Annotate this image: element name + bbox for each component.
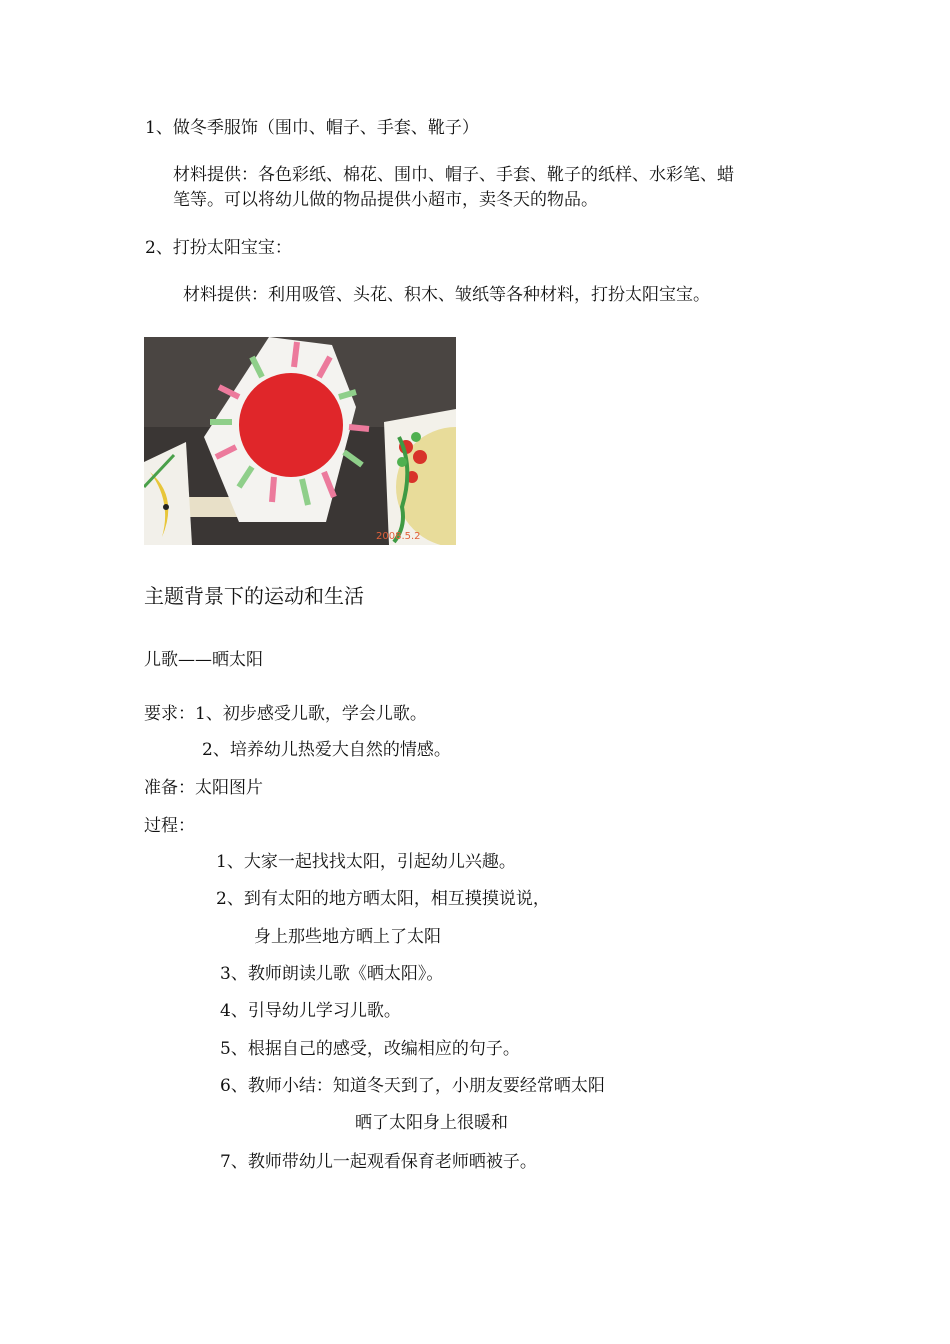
item1-material-line1: 材料提供：各色彩纸、棉花、围巾、帽子、手套、靴子的纸样、水彩笔、蜡 [173, 165, 734, 185]
process-step-continuation: 晒了太阳身上很暖和 [355, 1113, 508, 1133]
item1-title: 1、做冬季服饰（围巾、帽子、手套、靴子） [145, 118, 479, 138]
section-heading: 主题背景下的运动和生活 [144, 584, 364, 608]
process-step: 7、教师带幼儿一起观看保育老师晒被子。 [220, 1152, 537, 1172]
item2-title: 2、打扮太阳宝宝： [145, 238, 292, 258]
process-step: 2、到有太阳的地方晒太阳，相互摸摸说说， [216, 889, 550, 909]
item2-material: 材料提供：利用吸管、头花、积木、皱纸等各种材料，打扮太阳宝宝。 [183, 285, 710, 305]
sun-craft-photo [144, 337, 456, 545]
preparation: 准备：太阳图片 [144, 778, 263, 798]
photo-date-stamp: 2008.5.2 [376, 531, 421, 542]
song-title: 儿歌——晒太阳 [144, 650, 263, 670]
process-step: 1、大家一起找找太阳，引起幼儿兴趣。 [216, 852, 516, 872]
process-step: 5、根据自己的感受，改编相应的句子。 [220, 1039, 520, 1059]
process-step: 6、教师小结：知道冬天到了，小朋友要经常晒太阳 [220, 1076, 605, 1096]
process-step: 4、引导幼儿学习儿歌。 [220, 1001, 401, 1021]
requirement-2: 2、培养幼儿热爱大自然的情感。 [202, 740, 451, 760]
process-step-continuation: 身上那些地方晒上了太阳 [254, 927, 441, 947]
process-step: 3、教师朗读儿歌《晒太阳》。 [220, 964, 444, 984]
requirement-1: 要求：1、初步感受儿歌，学会儿歌。 [144, 704, 427, 724]
process-label: 过程： [144, 816, 195, 836]
item1-material-line2: 笔等。可以将幼儿做的物品提供小超市，卖冬天的物品。 [173, 190, 598, 210]
